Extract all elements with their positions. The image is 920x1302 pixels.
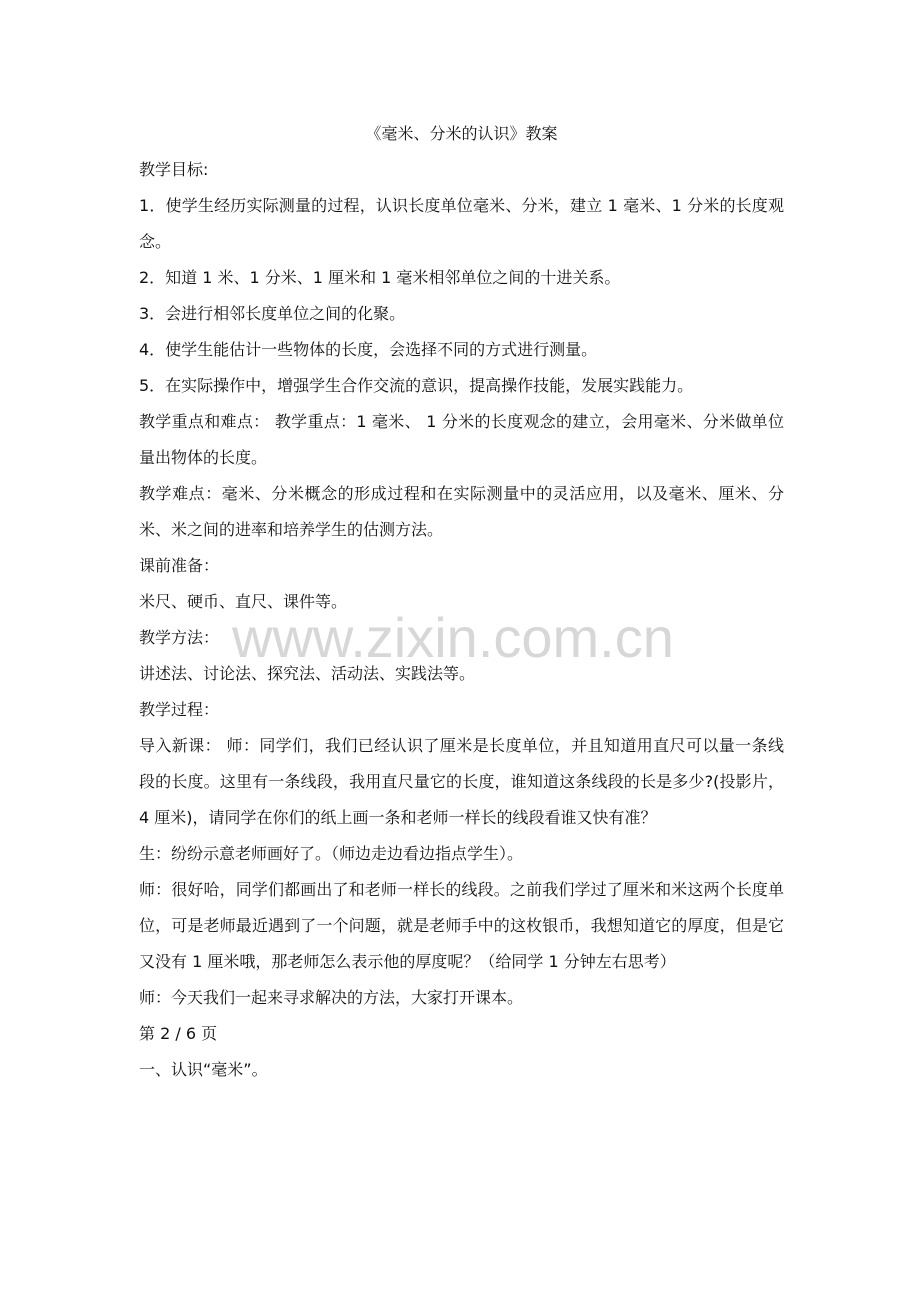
- objective-item-4: 4．使学生能估计一些物体的长度，会选择不同的方式进行测量。: [139, 340, 598, 359]
- section-heading-preparation: 课前准备：: [139, 556, 220, 575]
- objective-item-5: 5．在实际操作中，增强学生合作交流的意识，提高操作技能，发展实践能力。: [139, 376, 694, 395]
- student-response-paragraph: 生：纷纷示意老师画好了。（师边走边看边指点学生）。: [139, 844, 524, 863]
- difficulties-paragraph: 教学难点：毫米、分米概念的形成过程和在实际测量中的灵活应用，以及毫米、厘米、分米、米之间的进率和培养学生的估测方法。: [139, 484, 784, 539]
- key-points-paragraph: 教学重点和难点： 教学重点：1 毫米、 1 分米的长度观念的建立，会用毫米、分米做单位量出物体的长度。: [139, 412, 784, 467]
- objective-item-1: 1．使学生经历实际测量的过程，认识长度单位毫米、分米，建立 1 毫米、1 分米的长度观念。: [139, 196, 784, 251]
- teacher-question-paragraph: 师：很好哈，同学们都画出了和老师一样长的线段。之前我们学过了厘米和米这两个长度单位，可是老师最近遇到了一个问题，就是老师手中的这枚银币，我想知道它的厚度，但是它又没有 1 厘米哦，那老师怎么表示他的厚度呢？（给同学 1 分钟左右思考）: [139, 880, 784, 971]
- methods-paragraph: 讲述法、讨论法、探究法、活动法、实践法等。: [139, 664, 476, 683]
- page-number: 第 2 / 6 页: [139, 1024, 218, 1043]
- section-heading-process: 教学过程：: [139, 700, 220, 719]
- document-title: 《毫米、分米的认识》教案: [365, 124, 558, 143]
- intro-paragraph: 导入新课： 师：同学们，我们已经认识了厘米是长度单位，并且知道用直尺可以量一条线段的长度。这里有一条线段，我用直尺量它的长度，谁知道这条线段的长是多少?(投影片，4 厘米)，请同学在你们的纸上画一条和老师一样长的线段看谁又快有准？: [139, 736, 784, 827]
- preparation-paragraph: 米尺、硬币、直尺、课件等。: [139, 592, 348, 611]
- section-heading-methods: 教学方法：: [139, 628, 220, 647]
- section-heading-millimeter: 一、认识“毫米”。: [139, 1060, 268, 1079]
- objective-item-2: 2．知道 1 米、1 分米、1 厘米和 1 毫米相邻单位之间的十进关系。: [139, 268, 621, 287]
- section-heading-objectives: 教学目标:: [139, 160, 209, 179]
- document-body: [139, 116, 784, 1088]
- objective-item-3: 3．会进行相邻长度单位之间的化聚。: [139, 304, 406, 323]
- watermark: www.zixin.com.cn: [232, 606, 674, 669]
- teacher-instruction-paragraph: 师：今天我们一起来寻求解决的方法，大家打开课本。: [139, 988, 524, 1007]
